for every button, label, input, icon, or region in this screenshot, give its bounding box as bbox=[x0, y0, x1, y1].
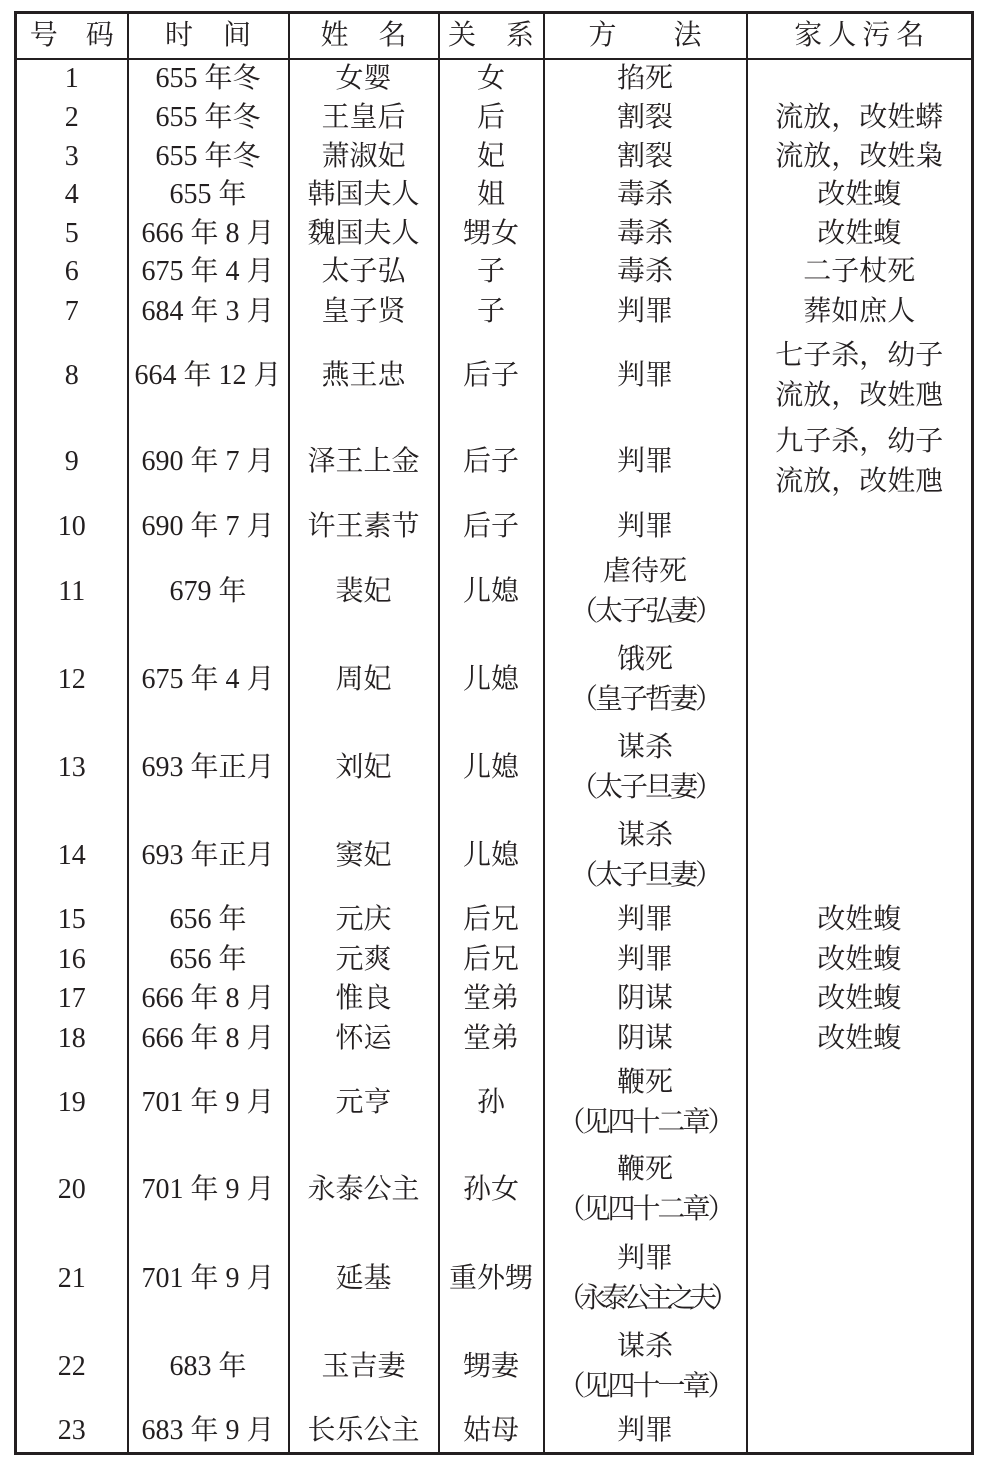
table-row bbox=[16, 505, 973, 549]
cell-name: 周妃 bbox=[289, 635, 439, 724]
table-row bbox=[16, 59, 973, 99]
cell-family-stigma: 改姓蝮 bbox=[747, 215, 973, 254]
cell-family-stigma: 流放，改姓枭 bbox=[747, 138, 973, 177]
method-text: 谋杀 bbox=[616, 732, 673, 764]
table-row bbox=[16, 813, 973, 899]
cell-method: 判罪 bbox=[544, 1410, 747, 1454]
cell-time: 701 年 9 月 bbox=[128, 1235, 289, 1324]
cell-relation: 甥妻 bbox=[439, 1324, 544, 1410]
cell-time: 655 年冬 bbox=[128, 138, 289, 177]
cell-number: 23 bbox=[16, 1410, 128, 1454]
cell-family-stigma bbox=[747, 1410, 973, 1454]
cell-number: 19 bbox=[16, 1060, 128, 1146]
table-row bbox=[16, 1324, 973, 1410]
cell-number: 1 bbox=[16, 59, 128, 99]
cell-relation: 姐 bbox=[439, 176, 544, 215]
cell-number: 12 bbox=[16, 635, 128, 724]
cell-number: 16 bbox=[16, 940, 128, 979]
cell-method: 阴谋 bbox=[544, 1018, 747, 1059]
table-row bbox=[16, 99, 973, 138]
records-table bbox=[14, 11, 974, 1455]
cell-name: 女婴 bbox=[289, 59, 439, 99]
table-header-row bbox=[16, 13, 973, 60]
cell-number: 4 bbox=[16, 176, 128, 215]
cell-family-stigma bbox=[747, 59, 973, 99]
cell-name: 燕王忠 bbox=[289, 333, 439, 419]
cell-name: 永泰公主 bbox=[289, 1146, 439, 1235]
cell-number: 13 bbox=[16, 724, 128, 813]
cell-method bbox=[544, 1324, 747, 1410]
cell-family-stigma: 葬如庶人 bbox=[747, 292, 973, 333]
cell-family-stigma bbox=[747, 813, 973, 899]
cell-time: 684 年 3 月 bbox=[128, 292, 289, 333]
cell-time: 693 年正月 bbox=[128, 813, 289, 899]
cell-name: 泽王上金 bbox=[289, 419, 439, 505]
cell-method: 割裂 bbox=[544, 99, 747, 138]
table-row bbox=[16, 176, 973, 215]
method-note: （见四十一章） bbox=[557, 1371, 733, 1403]
cell-method: 割裂 bbox=[544, 138, 747, 177]
cell-relation: 儿媳 bbox=[439, 813, 544, 899]
cell-number: 21 bbox=[16, 1235, 128, 1324]
cell-relation: 孙女 bbox=[439, 1146, 544, 1235]
cell-time: 664 年 12 月 bbox=[128, 333, 289, 419]
cell-name: 皇子贤 bbox=[289, 292, 439, 333]
family-stigma-line: 流放，改姓虺 bbox=[775, 466, 944, 498]
column-header-method-label: 方法 bbox=[588, 20, 759, 51]
cell-relation: 后子 bbox=[439, 333, 544, 419]
column-header-method bbox=[544, 13, 759, 60]
cell-family-stigma bbox=[747, 724, 973, 813]
table-row bbox=[16, 1410, 973, 1454]
cell-method: 判罪 bbox=[544, 419, 747, 505]
cell-number: 22 bbox=[16, 1324, 128, 1410]
cell-name: 元爽 bbox=[289, 940, 439, 979]
cell-method: 判罪 bbox=[544, 292, 747, 333]
cell-relation: 子 bbox=[439, 253, 544, 292]
cell-family-stigma bbox=[747, 1324, 973, 1410]
cell-name: 萧淑妃 bbox=[289, 138, 439, 177]
cell-number: 6 bbox=[16, 253, 128, 292]
cell-number: 14 bbox=[16, 813, 128, 899]
cell-method: 阴谋 bbox=[544, 979, 747, 1018]
cell-family-stigma bbox=[747, 1235, 973, 1324]
method-note: （皇子哲妻） bbox=[569, 683, 720, 715]
table-row bbox=[16, 899, 973, 940]
cell-method: 判罪 bbox=[544, 505, 747, 549]
table-row bbox=[16, 215, 973, 254]
cell-family-stigma bbox=[747, 1146, 973, 1235]
cell-method bbox=[544, 1060, 747, 1146]
cell-relation: 妃 bbox=[439, 138, 544, 177]
method-note: （见四十二章） bbox=[557, 1106, 733, 1138]
column-header-time bbox=[128, 13, 289, 60]
cell-family-stigma: 改姓蝮 bbox=[747, 899, 973, 940]
cell-relation: 堂弟 bbox=[439, 1018, 544, 1059]
cell-number: 9 bbox=[16, 419, 128, 505]
table-row bbox=[16, 333, 973, 419]
cell-method bbox=[544, 724, 747, 813]
cell-name: 太子弘 bbox=[289, 253, 439, 292]
cell-relation: 后子 bbox=[439, 505, 544, 549]
table-row bbox=[16, 138, 973, 177]
cell-time: 655 年冬 bbox=[128, 59, 289, 99]
cell-name: 王皇后 bbox=[289, 99, 439, 138]
cell-family-stigma bbox=[747, 505, 973, 549]
cell-time: 690 年 7 月 bbox=[128, 505, 289, 549]
cell-family-stigma bbox=[747, 1060, 973, 1146]
cell-family-stigma: 改姓蝮 bbox=[747, 1018, 973, 1059]
table-row bbox=[16, 1235, 973, 1324]
cell-method bbox=[544, 635, 747, 724]
cell-relation: 儿媳 bbox=[439, 549, 544, 635]
cell-method bbox=[544, 1146, 747, 1235]
method-text: 虐待死 bbox=[602, 556, 687, 588]
family-stigma-line: 流放，改姓虺 bbox=[775, 379, 944, 411]
cell-time: 656 年 bbox=[128, 940, 289, 979]
cell-family-stigma bbox=[747, 419, 973, 505]
cell-family-stigma: 改姓蝮 bbox=[747, 940, 973, 979]
cell-method: 判罪 bbox=[544, 333, 747, 419]
column-header-name-label: 姓名 bbox=[320, 20, 437, 51]
cell-relation: 重外甥 bbox=[439, 1235, 544, 1324]
table-row bbox=[16, 1018, 973, 1059]
cell-family-stigma bbox=[747, 549, 973, 635]
family-stigma-line: 九子杀，幼子 bbox=[775, 426, 944, 458]
cell-number: 3 bbox=[16, 138, 128, 177]
cell-time: 666 年 8 月 bbox=[128, 1018, 289, 1059]
method-note: （永泰公主之夫） bbox=[556, 1283, 733, 1315]
cell-time: 701 年 9 月 bbox=[128, 1060, 289, 1146]
method-text: 谋杀 bbox=[616, 1331, 673, 1363]
cell-method: 毒杀 bbox=[544, 176, 747, 215]
table-row bbox=[16, 253, 973, 292]
cell-number: 7 bbox=[16, 292, 128, 333]
cell-name: 怀运 bbox=[289, 1018, 439, 1059]
cell-time: 666 年 8 月 bbox=[128, 979, 289, 1018]
table-row bbox=[16, 1060, 973, 1146]
table-row bbox=[16, 549, 973, 635]
cell-name: 韩国夫人 bbox=[289, 176, 439, 215]
cell-relation: 堂弟 bbox=[439, 979, 544, 1018]
cell-family-stigma: 流放，改姓蟒 bbox=[747, 99, 973, 138]
cell-name: 窦妃 bbox=[289, 813, 439, 899]
cell-number: 20 bbox=[16, 1146, 128, 1235]
cell-relation: 女 bbox=[439, 59, 544, 99]
column-header-family-stigma bbox=[747, 13, 973, 60]
cell-relation: 儿媳 bbox=[439, 635, 544, 724]
cell-family-stigma: 改姓蝮 bbox=[747, 176, 973, 215]
cell-time: 675 年 4 月 bbox=[128, 253, 289, 292]
cell-family-stigma bbox=[747, 333, 973, 419]
method-note: （太子旦妻） bbox=[569, 772, 720, 804]
cell-method: 判罪 bbox=[544, 940, 747, 979]
cell-name: 玉吉妻 bbox=[289, 1324, 439, 1410]
cell-name: 元庆 bbox=[289, 899, 439, 940]
cell-time: 675 年 4 月 bbox=[128, 635, 289, 724]
cell-name: 刘妃 bbox=[289, 724, 439, 813]
column-header-relation bbox=[439, 13, 564, 60]
cell-relation: 后子 bbox=[439, 419, 544, 505]
cell-relation: 子 bbox=[439, 292, 544, 333]
cell-method: 毒杀 bbox=[544, 253, 747, 292]
cell-name: 魏国夫人 bbox=[289, 215, 439, 254]
method-note: （见四十二章） bbox=[557, 1194, 733, 1226]
column-header-family-stigma-label: 家人污名 bbox=[794, 20, 931, 51]
column-header-relation-label: 关系 bbox=[447, 20, 564, 51]
cell-number: 18 bbox=[16, 1018, 128, 1059]
cell-relation: 姑母 bbox=[439, 1410, 544, 1454]
cell-relation: 后 bbox=[439, 99, 544, 138]
cell-number: 11 bbox=[16, 549, 128, 635]
table-row bbox=[16, 419, 973, 505]
cell-name: 裴妃 bbox=[289, 549, 439, 635]
cell-time: 679 年 bbox=[128, 549, 289, 635]
cell-number: 5 bbox=[16, 215, 128, 254]
method-text: 判罪 bbox=[616, 1243, 673, 1275]
cell-number: 2 bbox=[16, 99, 128, 138]
cell-family-stigma: 二子杖死 bbox=[747, 253, 973, 292]
cell-number: 8 bbox=[16, 333, 128, 419]
cell-time: 656 年 bbox=[128, 899, 289, 940]
cell-relation: 孙 bbox=[439, 1060, 544, 1146]
cell-family-stigma: 改姓蝮 bbox=[747, 979, 973, 1018]
method-text: 鞭死 bbox=[616, 1066, 673, 1098]
cell-time: 693 年正月 bbox=[128, 724, 289, 813]
cell-relation: 儿媳 bbox=[439, 724, 544, 813]
table-row bbox=[16, 979, 973, 1018]
cell-name: 延基 bbox=[289, 1235, 439, 1324]
method-text: 鞭死 bbox=[616, 1154, 673, 1186]
cell-time: 701 年 9 月 bbox=[128, 1146, 289, 1235]
table-row bbox=[16, 635, 973, 724]
table-row bbox=[16, 1146, 973, 1235]
cell-number: 17 bbox=[16, 979, 128, 1018]
cell-method bbox=[544, 549, 747, 635]
cell-relation: 甥女 bbox=[439, 215, 544, 254]
table-row bbox=[16, 292, 973, 333]
cell-time: 683 年 9 月 bbox=[128, 1410, 289, 1454]
cell-method bbox=[544, 1235, 747, 1324]
cell-time: 690 年 7 月 bbox=[128, 419, 289, 505]
table-row bbox=[16, 724, 973, 813]
cell-time: 683 年 bbox=[128, 1324, 289, 1410]
column-header-number-label: 号码 bbox=[29, 20, 142, 51]
cell-relation: 后兄 bbox=[439, 940, 544, 979]
family-stigma-line: 七子杀，幼子 bbox=[775, 339, 944, 371]
cell-name: 长乐公主 bbox=[289, 1410, 439, 1454]
cell-time: 655 年 bbox=[128, 176, 289, 215]
cell-method: 毒杀 bbox=[544, 215, 747, 254]
cell-number: 10 bbox=[16, 505, 128, 549]
method-text: 饿死 bbox=[616, 643, 673, 675]
cell-number: 15 bbox=[16, 899, 128, 940]
cell-time: 655 年冬 bbox=[128, 99, 289, 138]
cell-method: 判罪 bbox=[544, 899, 747, 940]
method-note: （太子旦妻） bbox=[569, 859, 720, 891]
cell-name: 惟良 bbox=[289, 979, 439, 1018]
cell-name: 许王素节 bbox=[289, 505, 439, 549]
cell-family-stigma bbox=[747, 635, 973, 724]
column-header-name bbox=[289, 13, 439, 60]
table-row bbox=[16, 940, 973, 979]
cell-method: 掐死 bbox=[544, 59, 747, 99]
method-note: （太子弘妻） bbox=[569, 596, 720, 628]
method-text: 谋杀 bbox=[616, 819, 673, 851]
cell-time: 666 年 8 月 bbox=[128, 215, 289, 254]
column-header-time-label: 时间 bbox=[164, 20, 281, 51]
column-header-number bbox=[16, 13, 142, 60]
cell-relation: 后兄 bbox=[439, 899, 544, 940]
cell-method bbox=[544, 813, 747, 899]
cell-name: 元亨 bbox=[289, 1060, 439, 1146]
